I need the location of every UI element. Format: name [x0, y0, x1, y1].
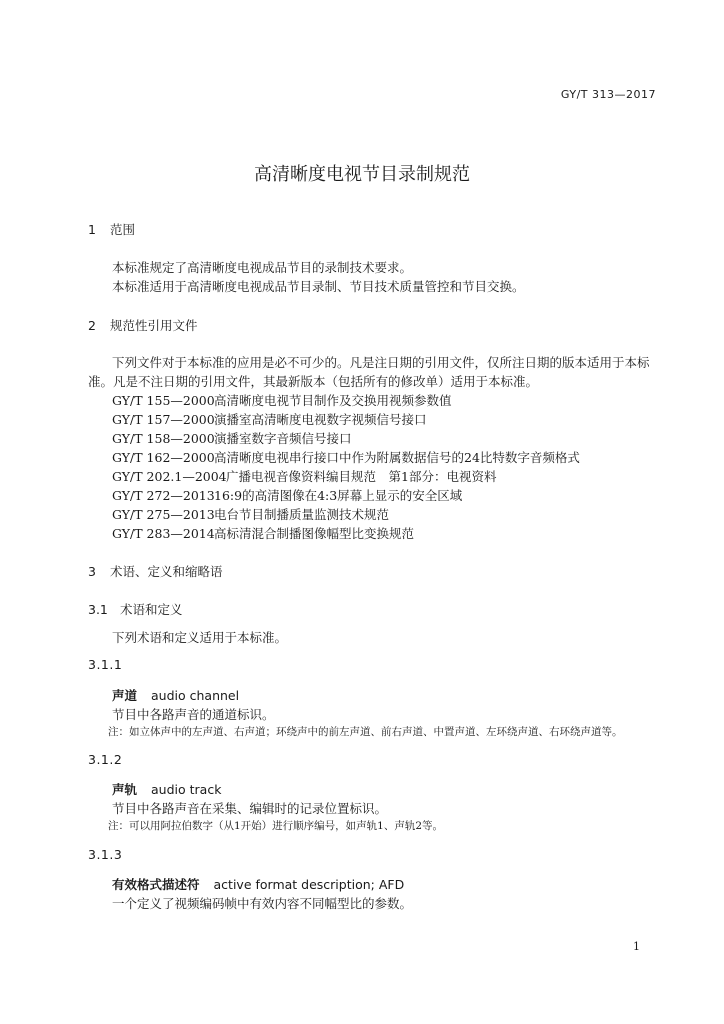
standard-code: GY/T 313—2017	[560, 88, 656, 101]
term-heading	[112, 686, 239, 704]
reference-code: GY/T 272—2013	[112, 488, 215, 503]
reference-title: 演播室数字音频信号接口	[214, 431, 352, 446]
term-zh: 有效格式描述符	[112, 877, 200, 892]
reference-code: GY/T 158—2000	[112, 431, 215, 446]
term-number: 3.1.2	[88, 752, 123, 767]
scope-paragraph-1: 本标准规定了高清晰度电视成品节目的录制技术要求。	[112, 260, 413, 275]
term-zh: 声道	[112, 688, 138, 703]
term-en: active format description; AFD	[213, 877, 405, 892]
subsection-title: 术语和定义	[119, 602, 183, 617]
reference-item	[112, 524, 414, 542]
page-number: 1	[633, 940, 640, 953]
section-1-heading	[88, 220, 135, 238]
term-definition: 节目中各路声音的通道标识。	[112, 707, 275, 722]
reference-title: 高清晰度电视串行接口中作为附属数据信号的24比特数字音频格式	[214, 450, 580, 465]
document-title: 高清晰度电视节目录制规范	[254, 164, 470, 185]
section-2-heading	[88, 316, 198, 334]
reference-code: GY/T 157—2000	[112, 412, 215, 427]
term-en: audio track	[151, 782, 222, 797]
term-en: audio channel	[151, 688, 240, 703]
term-heading	[112, 875, 404, 893]
section-3-heading	[88, 562, 223, 580]
reference-item	[112, 448, 580, 466]
section-number: 2	[88, 318, 96, 333]
term-definition: 节目中各路声音在采集、编辑时的记录位置标识。	[112, 801, 388, 816]
subsection-number: 3.1	[88, 602, 108, 617]
term-number: 3.1.1	[88, 657, 123, 672]
reference-title: 广播电视音像资料编目规范 第1部分：电视资料	[226, 469, 497, 484]
reference-code: GY/T 202.1—2004	[112, 469, 227, 484]
reference-code: GY/T 283—2014	[112, 526, 215, 541]
reference-item	[112, 467, 496, 485]
scope-paragraph-2: 本标准适用于高清晰度电视成品节目录制、节目技术质量管控和节目交换。	[112, 279, 525, 294]
term-zh: 声轨	[112, 782, 138, 797]
section-title: 范围	[109, 222, 135, 237]
reference-code: GY/T 275—2013	[112, 507, 215, 522]
terms-intro: 下列术语和定义适用于本标准。	[112, 630, 288, 645]
reference-code: GY/T 155—2000	[112, 393, 215, 408]
section-title: 规范性引用文件	[109, 318, 198, 333]
term-note: 注：可以用阿拉伯数字（从1开始）进行顺序编号，如声轨1、声轨2等。	[108, 820, 444, 832]
reference-title: 演播室高清晰度电视数字视频信号接口	[214, 412, 427, 427]
subsection-3-1-heading	[88, 600, 183, 618]
term-heading	[112, 780, 221, 798]
term-definition: 一个定义了视频编码帧中有效内容不同幅型比的参数。	[112, 896, 413, 911]
reference-title: 高标清混合制播图像幅型比变换规范	[214, 526, 415, 541]
reference-item	[112, 486, 462, 504]
section-title: 术语、定义和缩略语	[109, 564, 223, 579]
reference-item	[112, 410, 427, 428]
reference-item	[112, 505, 389, 523]
reference-title: 16:9的高清图像在4:3屏幕上显示的安全区域	[214, 488, 463, 503]
reference-title: 电台节目制播质量监测技术规范	[214, 507, 390, 522]
references-intro-line-2: 准。凡是不注日期的引用文件，其最新版本（包括所有的修改单）适用于本标准。	[88, 374, 539, 389]
references-intro-line-1: 下列文件对于本标准的应用是必不可少的。凡是注日期的引用文件，仅所注日期的版本适用于本标	[112, 355, 650, 370]
reference-item	[112, 391, 452, 409]
reference-code: GY/T 162—2000	[112, 450, 215, 465]
term-note: 注：如立体声中的左声道、右声道；环绕声中的前左声道、前右声道、中置声道、左环绕声道、右环绕声道等。	[108, 726, 623, 738]
section-number: 1	[88, 222, 96, 237]
section-number: 3	[88, 564, 96, 579]
term-number: 3.1.3	[88, 847, 123, 862]
reference-item	[112, 429, 352, 447]
reference-title: 高清晰度电视节目制作及交换用视频参数值	[214, 393, 452, 408]
